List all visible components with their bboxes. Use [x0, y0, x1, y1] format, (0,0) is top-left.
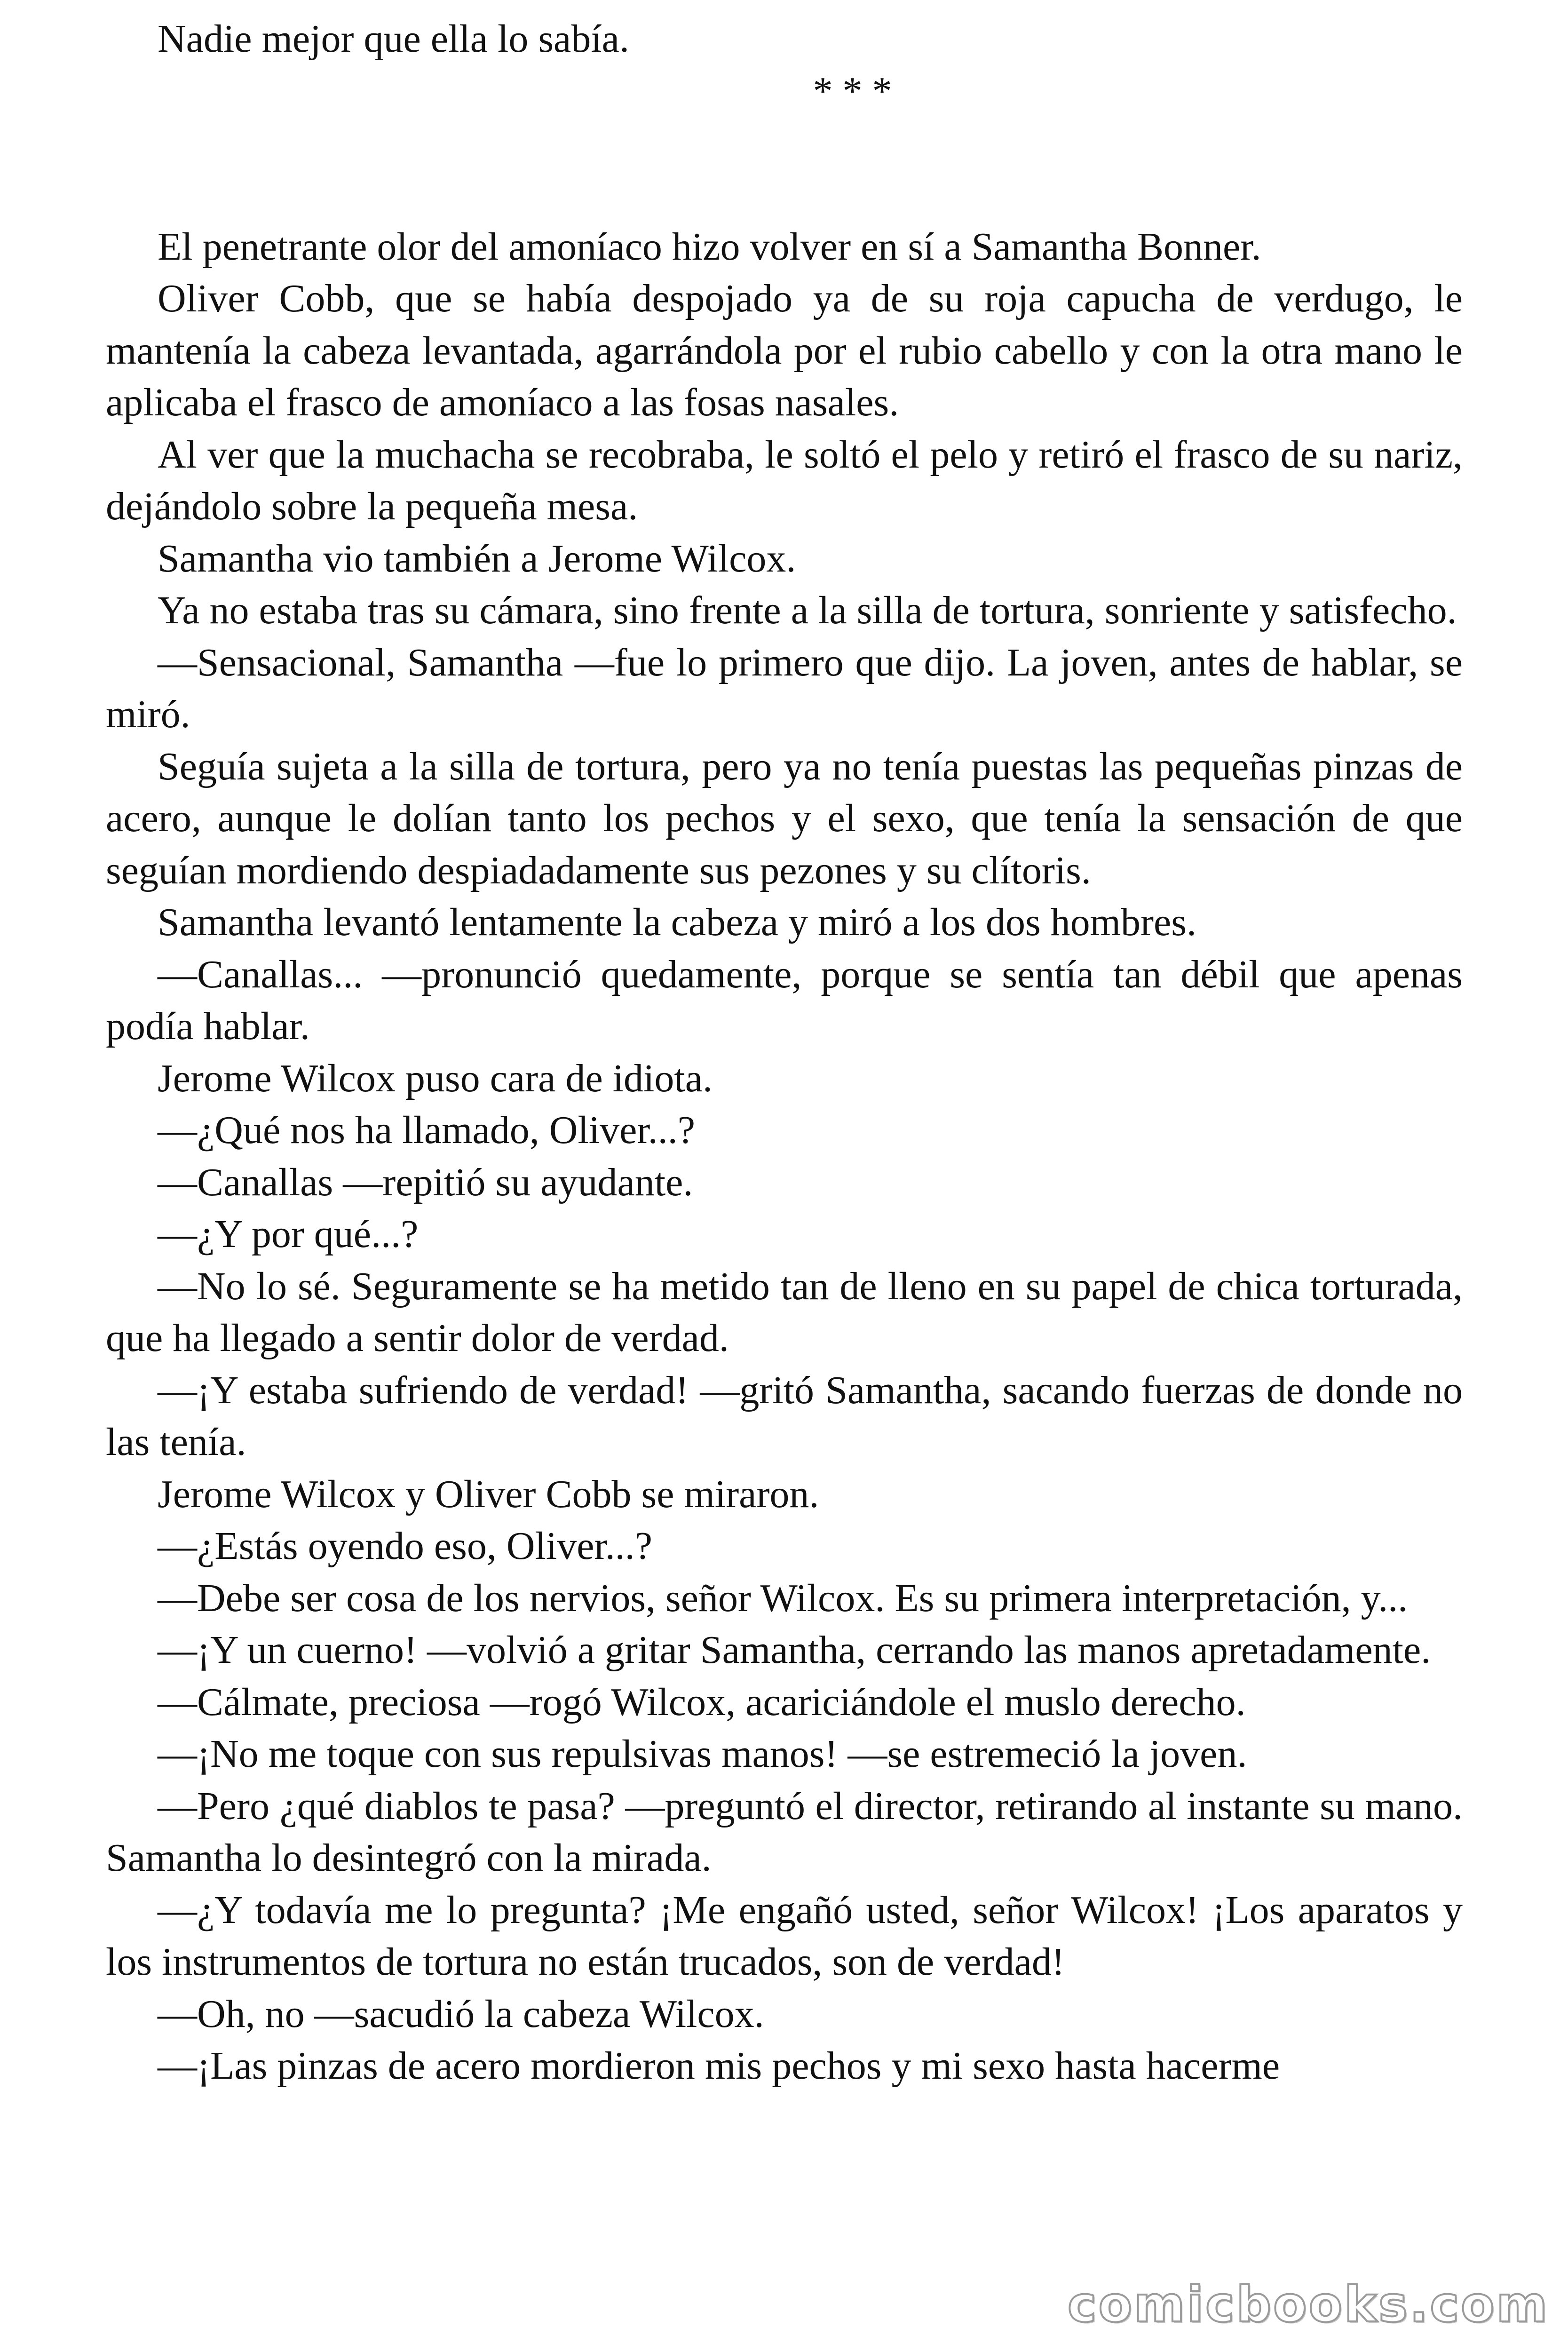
paragraph: —¡Y un cuerno! —volvió a gritar Samantha, cerrando las manos apretadamente.: [158, 1628, 1431, 1672]
paragraph: Nadie mejor que ella lo sabía.: [158, 17, 629, 61]
paragraph: —Sensacional, Samantha —fue lo primero que dijo. La joven, antes de hablar, se miró.: [106, 640, 1463, 736]
paragraph: —¿Y todavía me lo pregunta? ¡Me engañó usted, señor Wilcox! ¡Los aparatos y los instrumentos de tortura no están trucados, son de verdad!: [106, 1888, 1463, 1984]
paragraph: Oliver Cobb, que se había despojado ya de su roja capucha de verdugo, le mantenía la cabeza levantada, agarrándola por el rubio cabello y con la otra mano le aplicaba el frasco de amoníaco a las fosas nasales.: [106, 277, 1463, 424]
paragraph: —Canallas —repitió su ayudante.: [158, 1160, 693, 1204]
paragraph: —Debe ser cosa de los nervios, señor Wilcox. Es su primera interpretación, y...: [158, 1576, 1408, 1620]
paragraph: —¡Y estaba sufriendo de verdad! —gritó Samantha, sacando fuerzas de donde no las tenía.: [106, 1368, 1463, 1464]
paragraph: Samantha vio también a Jerome Wilcox.: [158, 536, 796, 580]
scene-break-text: * * *: [813, 69, 892, 113]
paragraph: —¿Estás oyendo eso, Oliver...?: [158, 1524, 653, 1568]
scene-break: [106, 65, 1463, 221]
paragraph: —¿Y por qué...?: [158, 1212, 419, 1256]
paragraph: —Cálmate, preciosa —rogó Wilcox, acariciándole el muslo derecho.: [158, 1680, 1246, 1724]
paragraph: Seguía sujeta a la silla de tortura, pero ya no tenía puestas las pequeñas pinzas de acero, aunque le dolían tanto los pechos y el sexo, que tenía la sensación de que seguían mordiendo despiadadamente sus pezones y su clítoris.: [106, 744, 1463, 892]
paragraph: El penetrante olor del amoníaco hizo volver en sí a Samantha Bonner.: [158, 224, 1261, 269]
paragraph-list: [106, 221, 1463, 2092]
paragraph: —Oh, no —sacudió la cabeza Wilcox.: [158, 1992, 764, 2036]
paragraph: Samantha levantó lentamente la cabeza y miró a los dos hombres.: [158, 900, 1196, 944]
paragraph: —Canallas... —pronunció quedamente, porque se sentía tan débil que apenas podía hablar.: [106, 952, 1463, 1048]
text-body: [106, 13, 1463, 2092]
paragraph: —¿Qué nos ha llamado, Oliver...?: [158, 1108, 696, 1152]
paragraph: Al ver que la muchacha se recobraba, le soltó el pelo y retiró el frasco de su nariz, dejándolo sobre la pequeña mesa.: [106, 432, 1463, 528]
paragraph: —No lo sé. Seguramente se ha metido tan de lleno en su papel de chica torturada, que ha llegado a sentir dolor de verdad.: [106, 1264, 1463, 1360]
paragraph: —¡No me toque con sus repulsivas manos! —se estremeció la joven.: [158, 1732, 1247, 1776]
paragraph: —Pero ¿qué diablos te pasa? —preguntó el director, retirando al instante su mano. Samantha lo desintegró con la mirada.: [106, 1784, 1463, 1880]
watermark: comicbooks.com: [1067, 2276, 1549, 2333]
paragraph: —¡Las pinzas de acero mordieron mis pechos y mi sexo hasta hacerme: [158, 2044, 1280, 2088]
paragraph: Jerome Wilcox y Oliver Cobb se miraron.: [158, 1472, 819, 1516]
paragraph: Ya no estaba tras su cámara, sino frente a la silla de tortura, sonriente y satisfecho.: [158, 588, 1457, 632]
paragraph: Jerome Wilcox puso cara de idiota.: [158, 1056, 713, 1100]
